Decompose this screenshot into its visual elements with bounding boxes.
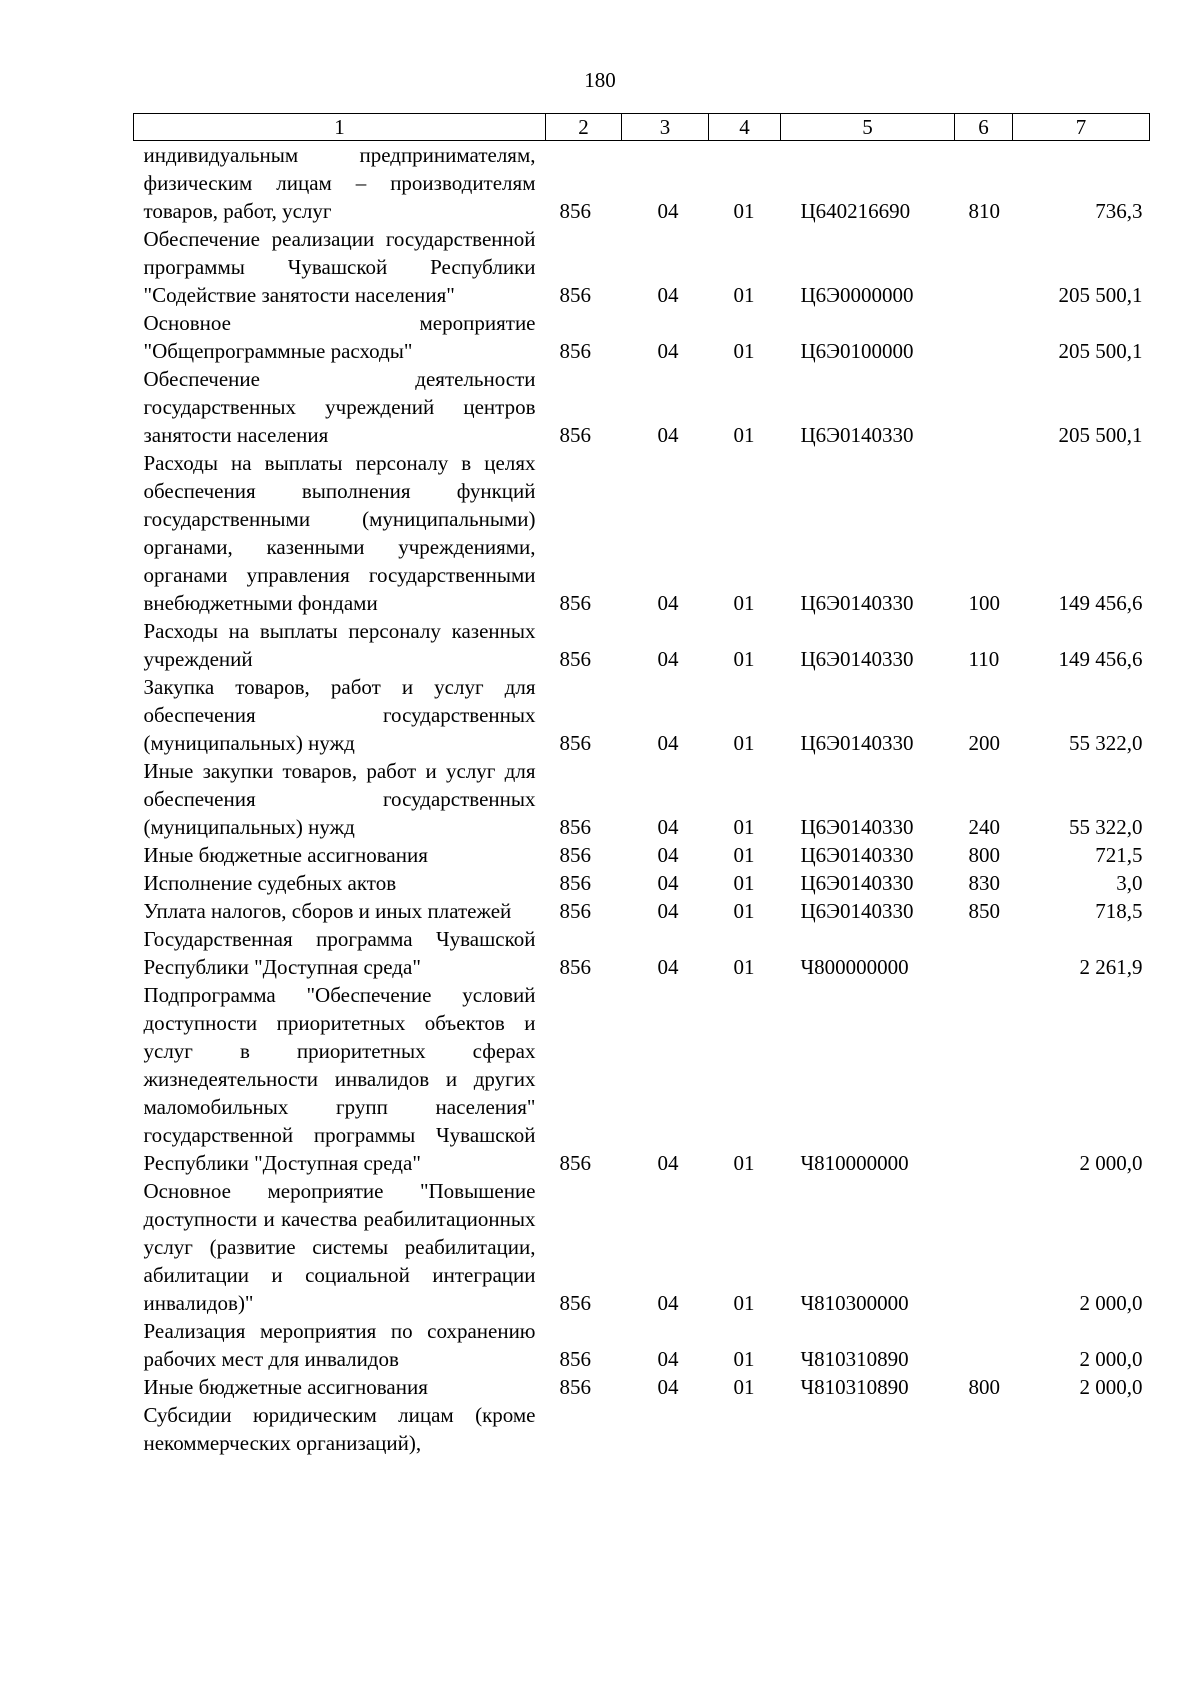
row-col-5: Ц640216690 — [800, 199, 911, 223]
row-description: Обеспечение деятельности государственных учреждений центров занятости населения — [143, 367, 536, 447]
row-col-3: 04 — [657, 423, 679, 447]
row-col-6 — [955, 1177, 1013, 1317]
row-amount: 55 322,0 — [1069, 815, 1143, 839]
row-col-5: Ц6Э0140330 — [800, 843, 914, 867]
table-row — [134, 757, 1150, 841]
row-col-2: 856 — [559, 871, 591, 895]
row-description: Субсидии юридическим лицам (кроме некоммерческих организаций), — [143, 1403, 536, 1455]
row-col-4: 01 — [733, 871, 755, 895]
row-description: Государственная программа Чувашской Республики "Доступная среда" — [143, 927, 536, 979]
row-amount — [1013, 1401, 1150, 1457]
row-col-4: 01 — [733, 815, 755, 839]
table-row — [134, 617, 1150, 673]
row-amount: 736,3 — [1095, 199, 1143, 223]
row-col-5 — [781, 1401, 955, 1457]
row-col-4: 01 — [733, 899, 755, 923]
row-col-4: 01 — [733, 1347, 755, 1371]
row-col-3: 04 — [657, 1291, 679, 1315]
row-col-2: 856 — [559, 1347, 591, 1371]
row-col-5: Ц6Э0140330 — [800, 423, 914, 447]
row-col-2: 856 — [559, 815, 591, 839]
row-col-6 — [955, 309, 1013, 365]
column-header: 3 — [622, 114, 709, 141]
row-col-3: 04 — [657, 899, 679, 923]
row-description: Расходы на выплаты персоналу казенных учреждений — [143, 619, 536, 671]
row-col-2: 856 — [559, 955, 591, 979]
row-amount: 2 000,0 — [1079, 1375, 1143, 1399]
row-description: Подпрограмма "Обеспечение условий доступности приоритетных объектов и услуг в приоритетных сферах жизнедеятельности инвалидов и других маломобильных групп населения" государственной программы Чувашской Республики "Доступная среда" — [143, 983, 536, 1175]
table-row — [134, 1401, 1150, 1457]
row-col-3: 04 — [657, 647, 679, 671]
row-col-6: 110 — [968, 647, 1000, 671]
row-col-2: 856 — [559, 283, 591, 307]
budget-table — [133, 113, 1150, 1457]
row-amount: 718,5 — [1095, 899, 1143, 923]
row-description: Обеспечение реализации государственной программы Чувашской Республики "Содействие занятости населения" — [143, 227, 536, 307]
row-col-6: 850 — [968, 899, 1000, 923]
table-row — [134, 1317, 1150, 1373]
column-header: 1 — [134, 114, 546, 141]
row-description: Основное мероприятие "Общепрограммные расходы" — [143, 311, 536, 363]
row-description: Иные бюджетные ассигнования — [143, 843, 428, 867]
row-col-4: 01 — [733, 339, 755, 363]
table-row — [134, 1373, 1150, 1401]
row-col-6 — [955, 225, 1013, 309]
row-amount: 2 261,9 — [1079, 955, 1143, 979]
row-col-2: 856 — [559, 731, 591, 755]
row-col-5: Ц6Э0140330 — [800, 731, 914, 755]
row-col-3: 04 — [657, 1151, 679, 1175]
row-description: Иные бюджетные ассигнования — [143, 1375, 428, 1399]
row-amount: 55 322,0 — [1069, 731, 1143, 755]
row-col-6 — [955, 925, 1013, 981]
row-amount: 149 456,6 — [1058, 647, 1143, 671]
row-description: Расходы на выплаты персоналу в целях обеспечения выполнения функций государственными (муниципальными) органами, казенными учреждениями, органами управления государственными внебюджетными фондами — [143, 451, 536, 615]
row-description: Уплата налогов, сборов и иных платежей — [143, 899, 512, 923]
row-description: Закупка товаров, работ и услуг для обеспечения государственных (муниципальных) нужд — [143, 675, 536, 755]
row-col-6: 830 — [968, 871, 1000, 895]
row-col-5: Ч810300000 — [800, 1291, 909, 1315]
table-row — [134, 141, 1150, 226]
row-col-5: Ч810000000 — [800, 1151, 909, 1175]
table-row — [134, 1177, 1150, 1317]
table-row — [134, 841, 1150, 869]
table-row — [134, 897, 1150, 925]
table-row — [134, 981, 1150, 1177]
row-col-3: 04 — [657, 871, 679, 895]
row-col-4: 01 — [733, 843, 755, 867]
table-row — [134, 925, 1150, 981]
row-col-2 — [546, 1401, 622, 1457]
column-header: 4 — [709, 114, 781, 141]
row-col-5: Ц6Э0100000 — [800, 339, 914, 363]
row-col-4 — [709, 1401, 781, 1457]
row-col-2: 856 — [559, 591, 591, 615]
column-header: 6 — [955, 114, 1013, 141]
row-col-4: 01 — [733, 199, 755, 223]
row-col-4: 01 — [733, 731, 755, 755]
row-amount: 2 000,0 — [1079, 1151, 1143, 1175]
row-col-3: 04 — [657, 815, 679, 839]
row-col-4: 01 — [733, 591, 755, 615]
row-amount: 721,5 — [1095, 843, 1143, 867]
row-col-3: 04 — [657, 283, 679, 307]
row-col-6 — [955, 365, 1013, 449]
row-col-2: 856 — [559, 843, 591, 867]
row-col-3 — [622, 1401, 709, 1457]
column-header: 5 — [781, 114, 955, 141]
row-col-6: 200 — [968, 731, 1000, 755]
row-description: Иные закупки товаров, работ и услуг для обеспечения государственных (муниципальных) нужд — [143, 759, 536, 839]
row-col-3: 04 — [657, 843, 679, 867]
row-col-2: 856 — [559, 899, 591, 923]
row-col-4: 01 — [733, 423, 755, 447]
row-col-3: 04 — [657, 1375, 679, 1399]
row-col-4: 01 — [733, 1151, 755, 1175]
row-col-4: 01 — [733, 283, 755, 307]
table-row — [134, 449, 1150, 617]
column-header: 2 — [546, 114, 622, 141]
row-description: Исполнение судебных актов — [143, 871, 397, 895]
row-col-5: Ц6Э0140330 — [800, 899, 914, 923]
row-description: индивидуальным предпринимателям, физическим лицам – производителям товаров, работ, услуг — [143, 143, 536, 223]
row-col-2: 856 — [559, 423, 591, 447]
row-col-2: 856 — [559, 199, 591, 223]
row-col-6 — [955, 1317, 1013, 1373]
row-col-6: 810 — [968, 199, 1000, 223]
table-header-row — [134, 114, 1150, 141]
row-col-3: 04 — [657, 1347, 679, 1371]
row-col-4: 01 — [733, 647, 755, 671]
row-amount: 2 000,0 — [1079, 1291, 1143, 1315]
row-col-2: 856 — [559, 1291, 591, 1315]
row-col-6: 800 — [968, 1375, 1000, 1399]
row-col-5: Ц6Э0140330 — [800, 591, 914, 615]
row-col-3: 04 — [657, 199, 679, 223]
row-amount: 149 456,6 — [1058, 591, 1143, 615]
row-col-5: Ц6Э0140330 — [800, 871, 914, 895]
table-row — [134, 869, 1150, 897]
row-col-5: Ц6Э0140330 — [800, 815, 914, 839]
table-row — [134, 365, 1150, 449]
row-col-5: Ц6Э0140330 — [800, 647, 914, 671]
row-col-6: 240 — [968, 815, 1000, 839]
row-amount: 2 000,0 — [1079, 1347, 1143, 1371]
row-col-6: 100 — [968, 591, 1000, 615]
row-col-4: 01 — [733, 955, 755, 979]
row-col-2: 856 — [559, 647, 591, 671]
row-col-3: 04 — [657, 339, 679, 363]
row-col-2: 856 — [559, 1375, 591, 1399]
row-col-5: Ц6Э0000000 — [800, 283, 914, 307]
row-col-6 — [955, 1401, 1013, 1457]
row-col-4: 01 — [733, 1291, 755, 1315]
row-col-5: Ч810310890 — [800, 1347, 909, 1371]
row-col-2: 856 — [559, 339, 591, 363]
row-col-5: Ч810310890 — [800, 1375, 909, 1399]
column-header: 7 — [1013, 114, 1150, 141]
row-col-5: Ч800000000 — [800, 955, 909, 979]
row-amount: 205 500,1 — [1058, 339, 1143, 363]
row-description: Реализация мероприятия по сохранению рабочих мест для инвалидов — [143, 1319, 536, 1371]
row-description: Основное мероприятие "Повышение доступности и качества реабилитационных услуг (развитие системы реабилитации, абилитации и социальной интеграции инвалидов)" — [143, 1179, 536, 1315]
row-amount: 205 500,1 — [1058, 423, 1143, 447]
table-row — [134, 673, 1150, 757]
table-row — [134, 225, 1150, 309]
row-col-3: 04 — [657, 731, 679, 755]
row-col-4: 01 — [733, 1375, 755, 1399]
table-row — [134, 309, 1150, 365]
page-number: 180 — [584, 68, 616, 92]
row-amount: 205 500,1 — [1058, 283, 1143, 307]
row-col-3: 04 — [657, 955, 679, 979]
row-col-2: 856 — [559, 1151, 591, 1175]
row-col-6 — [955, 981, 1013, 1177]
row-amount: 3,0 — [1116, 871, 1143, 895]
row-col-6: 800 — [968, 843, 1000, 867]
row-col-3: 04 — [657, 591, 679, 615]
